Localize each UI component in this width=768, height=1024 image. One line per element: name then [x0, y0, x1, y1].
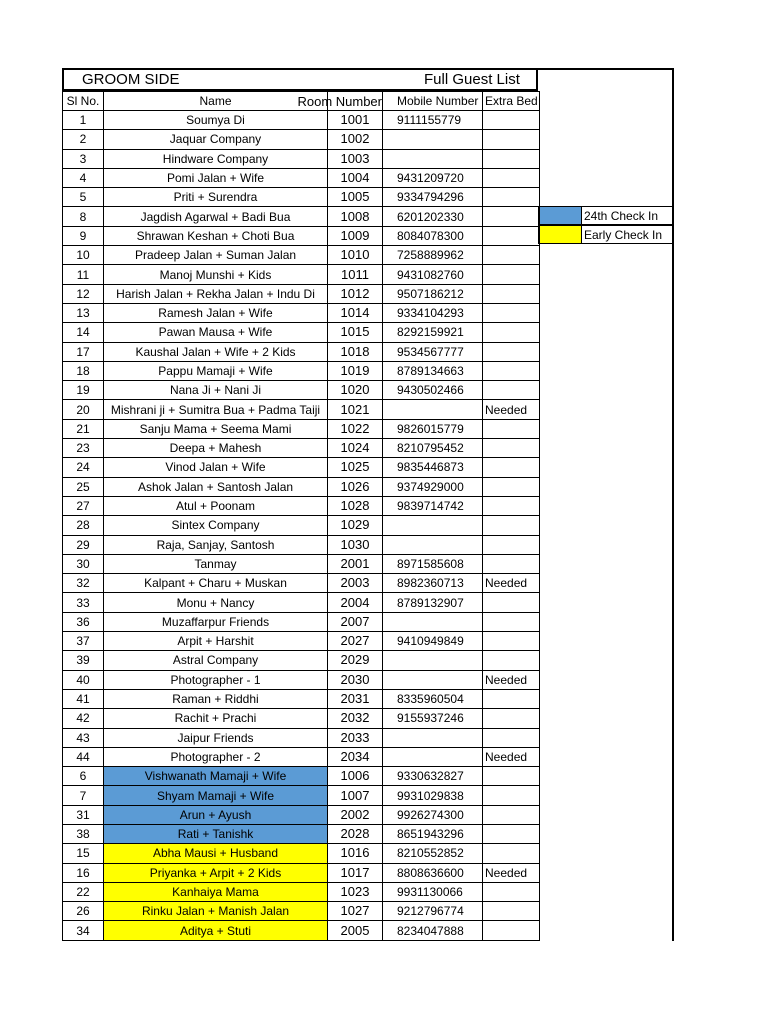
cell-mobile[interactable]: [383, 400, 483, 419]
table-row: [63, 844, 540, 863]
col-header-room-text: Room Number: [297, 93, 382, 109]
cell-mobile[interactable]: [383, 516, 483, 535]
cell-extra-bed[interactable]: [483, 902, 540, 921]
table-row: [63, 709, 540, 728]
table-row: [63, 632, 540, 651]
cell-name[interactable]: Ramesh Jalan + Wife: [104, 303, 328, 322]
cell-name[interactable]: Rati + Tanishk: [104, 824, 328, 843]
table-row: [63, 921, 540, 940]
cell-room[interactable]: 1009: [328, 226, 383, 245]
table-row: [63, 805, 540, 824]
cell-mobile[interactable]: 9507186212: [383, 284, 483, 303]
cell-mobile[interactable]: 9155937246: [383, 709, 483, 728]
cell-mobile[interactable]: 8210552852: [383, 844, 483, 863]
cell-extra-bed[interactable]: [483, 921, 540, 940]
cell-name[interactable]: Pradeep Jalan + Suman Jalan: [104, 246, 328, 265]
table-row: [63, 535, 540, 554]
cell-room[interactable]: 1005: [328, 188, 383, 207]
sheet-header: [62, 68, 538, 91]
cell-room[interactable]: 2034: [328, 747, 383, 766]
table-row: [63, 361, 540, 380]
table-row: [63, 554, 540, 573]
table-row: [63, 303, 540, 322]
cell-extra-bed[interactable]: [483, 728, 540, 747]
cell-room[interactable]: 1017: [328, 863, 383, 882]
table-row: [63, 226, 540, 245]
cell-sl[interactable]: 26: [63, 902, 104, 921]
cell-sl[interactable]: 9: [63, 226, 104, 245]
cell-mobile[interactable]: 8084078300: [383, 226, 483, 245]
table-row: [63, 130, 540, 149]
cell-name[interactable]: Jaquar Company: [104, 130, 328, 149]
cell-sl[interactable]: 36: [63, 612, 104, 631]
cell-sl[interactable]: 23: [63, 439, 104, 458]
cell-name[interactable]: Raja, Sanjay, Santosh: [104, 535, 328, 554]
legend-label: 24th Check In: [582, 206, 674, 225]
cell-mobile[interactable]: 8789134663: [383, 361, 483, 380]
cell-sl[interactable]: 43: [63, 728, 104, 747]
cell-room[interactable]: 1027: [328, 902, 383, 921]
cell-name[interactable]: Pappu Mamaji + Wife: [104, 361, 328, 380]
cell-name[interactable]: Manoj Munshi + Kids: [104, 265, 328, 284]
table-row: [63, 689, 540, 708]
table-row: [63, 786, 540, 805]
cell-room[interactable]: 1008: [328, 207, 383, 226]
cell-room[interactable]: 1015: [328, 323, 383, 342]
cell-extra-bed[interactable]: Needed: [483, 747, 540, 766]
cell-name[interactable]: Sanju Mama + Seema Mami: [104, 419, 328, 438]
cell-room[interactable]: 1001: [328, 111, 383, 130]
cell-sl[interactable]: 40: [63, 670, 104, 689]
cell-sl[interactable]: 16: [63, 863, 104, 882]
cell-room[interactable]: 1019: [328, 361, 383, 380]
cell-room[interactable]: 1020: [328, 381, 383, 400]
cell-sl[interactable]: 15: [63, 844, 104, 863]
cell-sl[interactable]: 38: [63, 824, 104, 843]
cell-extra-bed[interactable]: [483, 593, 540, 612]
cell-room[interactable]: 1014: [328, 303, 383, 322]
cell-room[interactable]: 1026: [328, 477, 383, 496]
cell-room[interactable]: 1024: [328, 439, 383, 458]
cell-extra-bed[interactable]: [483, 381, 540, 400]
table-row: [63, 902, 540, 921]
table-row: [63, 516, 540, 535]
cell-extra-bed[interactable]: [483, 516, 540, 535]
cell-room[interactable]: 1012: [328, 284, 383, 303]
table-row: [63, 400, 540, 419]
table-row: [63, 651, 540, 670]
cell-name[interactable]: Muzaffarpur Friends: [104, 612, 328, 631]
cell-mobile[interactable]: 7258889962: [383, 246, 483, 265]
cell-name[interactable]: Aditya + Stuti: [104, 921, 328, 940]
cell-sl[interactable]: 31: [63, 805, 104, 824]
cell-room[interactable]: 1010: [328, 246, 383, 265]
cell-name[interactable]: Arun + Ayush: [104, 805, 328, 824]
cell-name[interactable]: Kalpant + Charu + Muskan: [104, 574, 328, 593]
cell-room[interactable]: 1023: [328, 882, 383, 901]
cell-extra-bed[interactable]: [483, 805, 540, 824]
cell-extra-bed[interactable]: [483, 342, 540, 361]
cell-mobile[interactable]: 8210795452: [383, 439, 483, 458]
cell-mobile[interactable]: 9212796774: [383, 902, 483, 921]
cell-sl[interactable]: 14: [63, 323, 104, 342]
cell-name[interactable]: Tanmay: [104, 554, 328, 573]
cell-extra-bed[interactable]: Needed: [483, 670, 540, 689]
cell-name[interactable]: Mishrani ji + Sumitra Bua + Padma Taiji: [104, 400, 328, 419]
table-row: [63, 496, 540, 515]
cell-room[interactable]: 2030: [328, 670, 383, 689]
cell-extra-bed[interactable]: [483, 709, 540, 728]
cell-room[interactable]: 2032: [328, 709, 383, 728]
header-left-title: GROOM SIDE: [82, 71, 180, 88]
cell-room[interactable]: 1004: [328, 168, 383, 187]
cell-mobile[interactable]: 9431209720: [383, 168, 483, 187]
cell-sl[interactable]: 32: [63, 574, 104, 593]
col-header-extra-bed[interactable]: Extra Bed: [483, 92, 540, 111]
cell-room[interactable]: 1002: [328, 130, 383, 149]
cell-extra-bed[interactable]: [483, 554, 540, 573]
cell-mobile[interactable]: 9330632827: [383, 767, 483, 786]
cell-mobile[interactable]: 9926274300: [383, 805, 483, 824]
cell-room[interactable]: 2005: [328, 921, 383, 940]
cell-name[interactable]: Pomi Jalan + Wife: [104, 168, 328, 187]
legend-swatch-blue: [538, 206, 582, 225]
column-header-row: [63, 92, 540, 111]
cell-mobile[interactable]: [383, 149, 483, 168]
cell-mobile[interactable]: 9430502466: [383, 381, 483, 400]
cell-room[interactable]: 1028: [328, 496, 383, 515]
cell-name[interactable]: Priti + Surendra: [104, 188, 328, 207]
table-row: [63, 149, 540, 168]
table-row: [63, 381, 540, 400]
col-header-mobile[interactable]: Mobile Number: [383, 92, 483, 111]
cell-mobile[interactable]: 9835446873: [383, 458, 483, 477]
cell-sl[interactable]: 4: [63, 168, 104, 187]
cell-extra-bed[interactable]: [483, 651, 540, 670]
cell-extra-bed[interactable]: Needed: [483, 863, 540, 882]
cell-mobile[interactable]: 8335960504: [383, 689, 483, 708]
cell-name[interactable]: Monu + Nancy: [104, 593, 328, 612]
cell-name[interactable]: Priyanka + Arpit + 2 Kids: [104, 863, 328, 882]
cell-mobile[interactable]: 8234047888: [383, 921, 483, 940]
cell-extra-bed[interactable]: [483, 130, 540, 149]
cell-name[interactable]: Photographer - 1: [104, 670, 328, 689]
cell-name[interactable]: Jaipur Friends: [104, 728, 328, 747]
table-row: [63, 342, 540, 361]
cell-mobile[interactable]: 8808636600: [383, 863, 483, 882]
cell-sl[interactable]: 28: [63, 516, 104, 535]
cell-name[interactable]: Rachit + Prachi: [104, 709, 328, 728]
legend-row-early: [538, 225, 674, 245]
cell-sl[interactable]: 29: [63, 535, 104, 554]
cell-sl[interactable]: 12: [63, 284, 104, 303]
cell-room[interactable]: 2007: [328, 612, 383, 631]
cell-sl[interactable]: 22: [63, 882, 104, 901]
cell-name[interactable]: Atul + Poonam: [104, 496, 328, 515]
cell-room[interactable]: 1006: [328, 767, 383, 786]
cell-mobile[interactable]: 9534567777: [383, 342, 483, 361]
cell-mobile[interactable]: 9334104293: [383, 303, 483, 322]
cell-room[interactable]: 2027: [328, 632, 383, 651]
cell-extra-bed[interactable]: [483, 632, 540, 651]
cell-name[interactable]: Shyam Mamaji + Wife: [104, 786, 328, 805]
cell-extra-bed[interactable]: [483, 689, 540, 708]
table-row: [63, 863, 540, 882]
cell-sl[interactable]: 44: [63, 747, 104, 766]
table-row: [63, 882, 540, 901]
cell-room[interactable]: 1018: [328, 342, 383, 361]
cell-room[interactable]: 1029: [328, 516, 383, 535]
table-row: [63, 824, 540, 843]
cell-room[interactable]: 2004: [328, 593, 383, 612]
legend-swatch-yellow: [538, 225, 582, 244]
table-row: [63, 439, 540, 458]
cell-mobile[interactable]: 8789132907: [383, 593, 483, 612]
cell-room[interactable]: 1007: [328, 786, 383, 805]
table-row: [63, 246, 540, 265]
side-header-cell[interactable]: [538, 68, 674, 91]
cell-extra-bed[interactable]: [483, 188, 540, 207]
cell-extra-bed[interactable]: [483, 824, 540, 843]
cell-sl[interactable]: 3: [63, 149, 104, 168]
cell-room[interactable]: 1025: [328, 458, 383, 477]
cell-sl[interactable]: 18: [63, 361, 104, 380]
table-row: [63, 458, 540, 477]
cell-mobile[interactable]: [383, 535, 483, 554]
cell-name[interactable]: Ashok Jalan + Santosh Jalan: [104, 477, 328, 496]
cell-mobile[interactable]: 8982360713: [383, 574, 483, 593]
cell-room[interactable]: 1030: [328, 535, 383, 554]
cell-extra-bed[interactable]: [483, 535, 540, 554]
cell-name[interactable]: Vinod Jalan + Wife: [104, 458, 328, 477]
cell-sl[interactable]: 13: [63, 303, 104, 322]
cell-name[interactable]: Harish Jalan + Rekha Jalan + Indu Di: [104, 284, 328, 303]
table-row: [63, 168, 540, 187]
table-row: [63, 574, 540, 593]
cell-mobile[interactable]: 9931029838: [383, 786, 483, 805]
cell-name[interactable]: Kanhaiya Mama: [104, 882, 328, 901]
cell-mobile[interactable]: 8651943296: [383, 824, 483, 843]
guest-table: [62, 91, 540, 941]
cell-name[interactable]: Vishwanath Mamaji + Wife: [104, 767, 328, 786]
table-row: [63, 593, 540, 612]
cell-extra-bed[interactable]: [483, 265, 540, 284]
table-row: [63, 188, 540, 207]
cell-mobile[interactable]: [383, 651, 483, 670]
cell-sl[interactable]: 33: [63, 593, 104, 612]
cell-mobile[interactable]: 9334794296: [383, 188, 483, 207]
table-row: [63, 323, 540, 342]
cell-extra-bed[interactable]: [483, 226, 540, 245]
cell-mobile[interactable]: 6201202330: [383, 207, 483, 226]
cell-name[interactable]: Sintex Company: [104, 516, 328, 535]
cell-mobile[interactable]: 9431082760: [383, 265, 483, 284]
cell-room[interactable]: 2028: [328, 824, 383, 843]
table-row: [63, 747, 540, 766]
cell-extra-bed[interactable]: [483, 111, 540, 130]
cell-room[interactable]: 2003: [328, 574, 383, 593]
guest-rows: [63, 111, 540, 941]
cell-sl[interactable]: 34: [63, 921, 104, 940]
cell-extra-bed[interactable]: Needed: [483, 400, 540, 419]
cell-extra-bed[interactable]: [483, 207, 540, 226]
cell-sl[interactable]: 27: [63, 496, 104, 515]
cell-mobile[interactable]: 9931130066: [383, 882, 483, 901]
col-header-sl[interactable]: Sl No.: [63, 92, 104, 111]
cell-extra-bed[interactable]: Needed: [483, 574, 540, 593]
cell-room[interactable]: 2029: [328, 651, 383, 670]
cell-room[interactable]: 2002: [328, 805, 383, 824]
cell-room[interactable]: 2001: [328, 554, 383, 573]
cell-mobile[interactable]: 9839714742: [383, 496, 483, 515]
cell-extra-bed[interactable]: [483, 767, 540, 786]
cell-name[interactable]: Soumya Di: [104, 111, 328, 130]
cell-room[interactable]: 2033: [328, 728, 383, 747]
cell-room[interactable]: 1022: [328, 419, 383, 438]
cell-sl[interactable]: 5: [63, 188, 104, 207]
cell-sl[interactable]: 39: [63, 651, 104, 670]
cell-extra-bed[interactable]: [483, 458, 540, 477]
cell-sl[interactable]: 7: [63, 786, 104, 805]
cell-extra-bed[interactable]: [483, 303, 540, 322]
cell-sl[interactable]: 2: [63, 130, 104, 149]
cell-name[interactable]: Pawan Mausa + Wife: [104, 323, 328, 342]
cell-sl[interactable]: 21: [63, 419, 104, 438]
cell-mobile[interactable]: [383, 728, 483, 747]
cell-name[interactable]: Raman + Riddhi: [104, 689, 328, 708]
cell-sl[interactable]: 24: [63, 458, 104, 477]
table-row: [63, 111, 540, 130]
cell-mobile[interactable]: [383, 130, 483, 149]
table-row: [63, 265, 540, 284]
cell-extra-bed[interactable]: [483, 361, 540, 380]
cell-mobile[interactable]: 9410949849: [383, 632, 483, 651]
cell-name[interactable]: Shrawan Keshan + Choti Bua: [104, 226, 328, 245]
cell-sl[interactable]: 10: [63, 246, 104, 265]
cell-sl[interactable]: 19: [63, 381, 104, 400]
cell-sl[interactable]: 6: [63, 767, 104, 786]
cell-mobile[interactable]: 9374929000: [383, 477, 483, 496]
cell-extra-bed[interactable]: [483, 323, 540, 342]
legend-row-24th: [538, 206, 674, 226]
cell-name[interactable]: Astral Company: [104, 651, 328, 670]
cell-extra-bed[interactable]: [483, 284, 540, 303]
cell-extra-bed[interactable]: [483, 844, 540, 863]
legend-label: Early Check In: [582, 225, 674, 244]
cell-extra-bed[interactable]: [483, 439, 540, 458]
cell-extra-bed[interactable]: [483, 786, 540, 805]
cell-name[interactable]: Rinku Jalan + Manish Jalan: [104, 902, 328, 921]
cell-mobile[interactable]: [383, 612, 483, 631]
cell-extra-bed[interactable]: [483, 246, 540, 265]
table-row: [63, 477, 540, 496]
cell-mobile[interactable]: [383, 670, 483, 689]
header-right-title: Full Guest List: [424, 71, 520, 88]
table-row: [63, 612, 540, 631]
cell-extra-bed[interactable]: [483, 149, 540, 168]
col-header-room[interactable]: [297, 92, 383, 111]
cell-name[interactable]: Hindware Company: [104, 149, 328, 168]
cell-sl[interactable]: 41: [63, 689, 104, 708]
cell-name[interactable]: Nana Ji + Nani Ji: [104, 381, 328, 400]
cell-room[interactable]: 1021: [328, 400, 383, 419]
table-row: [63, 670, 540, 689]
cell-room[interactable]: 2031: [328, 689, 383, 708]
cell-extra-bed[interactable]: [483, 419, 540, 438]
table-row: [63, 728, 540, 747]
table-row: [63, 419, 540, 438]
cell-sl[interactable]: 11: [63, 265, 104, 284]
cell-room[interactable]: 1011: [328, 265, 383, 284]
cell-sl[interactable]: 25: [63, 477, 104, 496]
cell-sl[interactable]: 17: [63, 342, 104, 361]
cell-extra-bed[interactable]: [483, 477, 540, 496]
cell-sl[interactable]: 37: [63, 632, 104, 651]
cell-name[interactable]: Deepa + Mahesh: [104, 439, 328, 458]
cell-name[interactable]: Arpit + Harshit: [104, 632, 328, 651]
cell-extra-bed[interactable]: [483, 496, 540, 515]
cell-sl[interactable]: 20: [63, 400, 104, 419]
col-header-name[interactable]: Name: [104, 92, 328, 111]
cell-mobile[interactable]: [383, 747, 483, 766]
cell-sl[interactable]: 42: [63, 709, 104, 728]
cell-sl[interactable]: 8: [63, 207, 104, 226]
cell-sl[interactable]: 30: [63, 554, 104, 573]
cell-room[interactable]: 1016: [328, 844, 383, 863]
cell-name[interactable]: Kaushal Jalan + Wife + 2 Kids: [104, 342, 328, 361]
cell-name[interactable]: Photographer - 2: [104, 747, 328, 766]
cell-name[interactable]: Jagdish Agarwal + Badi Bua: [104, 207, 328, 226]
cell-room[interactable]: 1003: [328, 149, 383, 168]
cell-extra-bed[interactable]: [483, 882, 540, 901]
cell-extra-bed[interactable]: [483, 612, 540, 631]
cell-mobile[interactable]: 9111155779: [383, 111, 483, 130]
table-row: [63, 767, 540, 786]
cell-extra-bed[interactable]: [483, 168, 540, 187]
cell-mobile[interactable]: 9826015779: [383, 419, 483, 438]
table-row: [63, 207, 540, 226]
cell-mobile[interactable]: 8971585608: [383, 554, 483, 573]
cell-mobile[interactable]: 8292159921: [383, 323, 483, 342]
cell-name[interactable]: Abha Mausi + Husband: [104, 844, 328, 863]
table-row: [63, 284, 540, 303]
cell-sl[interactable]: 1: [63, 111, 104, 130]
